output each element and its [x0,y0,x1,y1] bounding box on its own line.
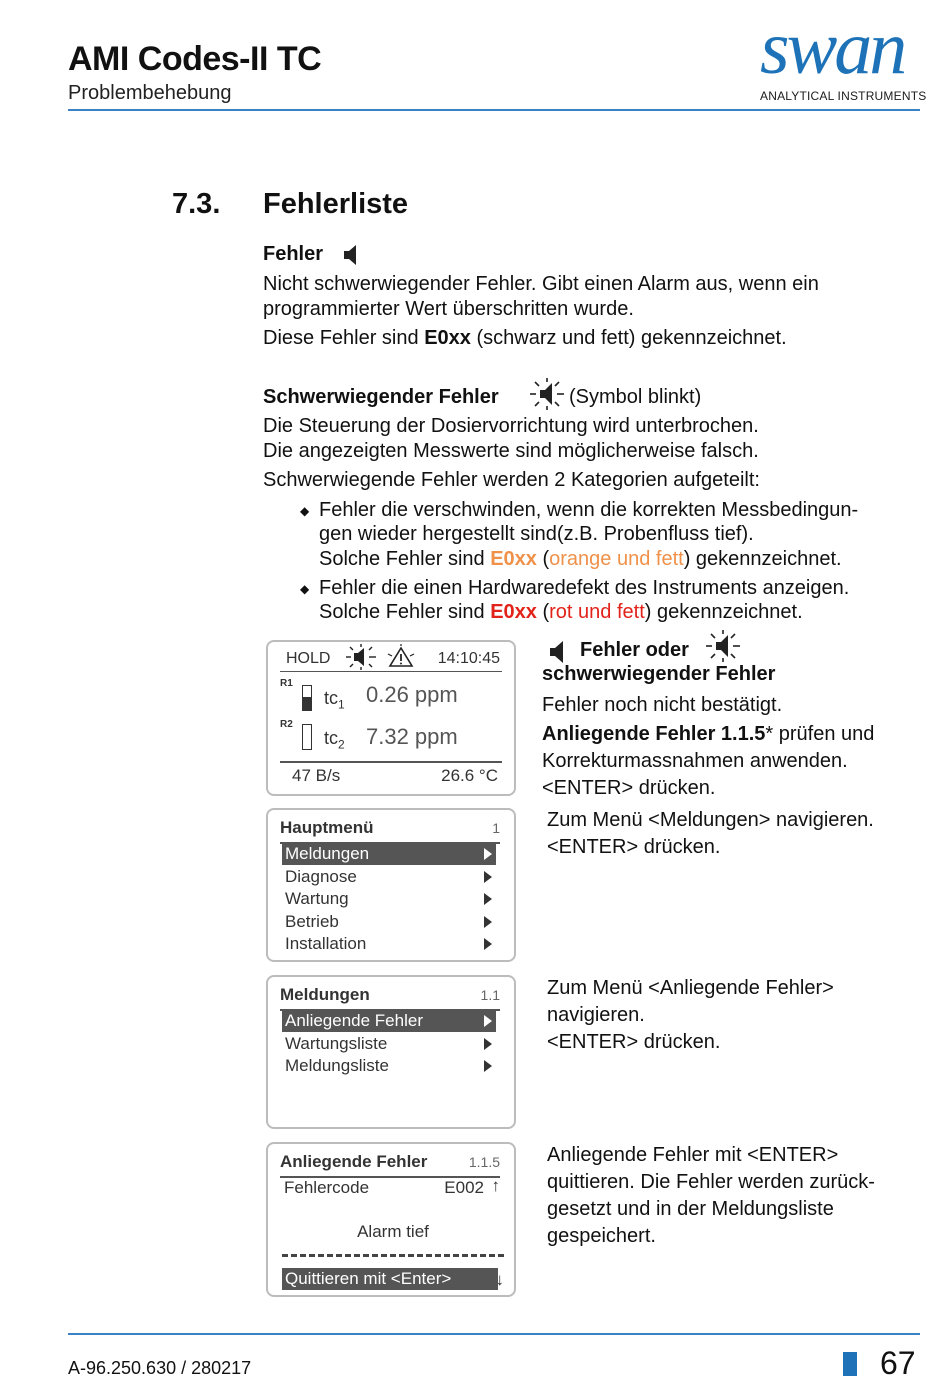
header-rule [68,109,920,111]
menu-item-diagnose[interactable]: Diagnose [282,866,496,888]
arrow-down-icon: ↓ [495,1270,504,1289]
alarm-message: Alarm tief [357,1222,429,1241]
error-code-label: Fehlercode [284,1178,370,1197]
bullet-diamond: ◆ [300,582,310,596]
step4-text-3: gesetzt und in der Meldungsliste [547,1198,834,1220]
relay-r2-label: R2 [280,719,293,730]
speaker-icon [342,244,360,266]
menu-header: Anliegende Fehler 1.1.5 [280,1152,500,1178]
channel2-label: $tc_2$ [324,728,345,752]
document-subtitle: Problembehebung [68,82,232,104]
dashed-separator [282,1254,504,1257]
schwer-text-3: Schwerwiegende Fehler werden 2 Kategorien aufgeteilt: [263,469,760,491]
bullet2-line1: Fehler die einen Hardwaredefekt des Instruments anzeigen. [319,577,850,599]
menu-item-betrieb[interactable]: Betrieb [282,911,496,933]
temperature-readout: 26.6 °C [441,766,498,785]
menu-item-anliegende-fehler[interactable]: Anliegende Fehler [282,1010,496,1032]
chevron-right-icon [484,1038,492,1050]
footer-rule [68,1333,920,1335]
channel2-value: 7.32 ppm [366,724,458,749]
channel1-level-bar [302,685,312,711]
step3-text-1: Zum Menü <Anliegende Fehler> [547,977,834,999]
menu-item-wartungsliste[interactable]: Wartungsliste [282,1033,496,1055]
document-title: AMI Codes-II TC [68,40,322,78]
brand-logo: swan [760,6,905,90]
fehler-text-1: Nicht schwerwiegender Fehler. Gibt einen Alarm aus, wenn ein [263,273,819,295]
lcd-anliegende-fehler-screen [266,1142,516,1297]
bullet1-line1: Fehler die verschwinden, wenn die korrekten Messbedingun- [319,499,859,521]
speaker-error-icon [346,644,376,670]
step1-text-1: Fehler noch nicht bestätigt. [542,694,783,716]
lcd-meldungen-screen [266,975,516,1129]
lcd-measurement-screen [266,640,516,796]
menu-header: Hauptmenü 1 [280,818,500,844]
channel1-value: 0.26 ppm [366,682,458,707]
arrow-up-icon: ↑ [491,1176,500,1195]
hold-indicator: HOLD [286,650,331,667]
bullet-diamond: ◆ [300,504,310,518]
chevron-right-icon [484,916,492,928]
channel1-level-fill [303,697,311,710]
chevron-right-icon [484,871,492,883]
channel1-label: $tc_1$ [324,688,345,712]
step1-heading-2: schwerwiegender Fehler [542,663,776,685]
step2-text-1: Zum Menü <Meldungen> navigieren. [547,809,874,831]
section-number: 7.3. [172,188,221,220]
chevron-right-icon [484,893,492,905]
flow-readout: 47 B/s [292,766,341,785]
channel2-level-bar [302,724,312,750]
relay-r1-label: R1 [280,678,293,689]
warning-triangle-icon [386,644,416,670]
schwer-text-2: Die angezeigten Messwerte sind möglicherweise falsch. [263,440,759,462]
chevron-right-icon [484,938,492,950]
step4-text-1: Anliegende Fehler mit <ENTER> [547,1144,839,1166]
speaker-blink-icon [530,378,564,410]
section-title: Fehlerliste [263,188,409,220]
menu-item-wartung[interactable]: Wartung [282,888,496,910]
fehler-text-3: Diese Fehler sind E0xx (schwarz und fett) gekennzeichnet. [263,327,787,349]
document-number: A-96.250.630 / 280217 [68,1358,252,1378]
chevron-right-icon [484,1060,492,1072]
fehler-text-2: programmierter Wert überschritten wurde. [263,298,634,320]
step1-text-4: <ENTER> drücken. [542,777,716,799]
fehler-heading: Fehler [263,243,324,265]
step3-text-3: <ENTER> drücken. [547,1031,721,1053]
screen-divider [280,761,502,763]
step4-text-4: gespeichert. [547,1225,656,1247]
speaker-blink-icon [706,630,740,662]
bullet1-line2: gen wieder hergestellt sind(z.B. Probenfluss tief). [319,523,754,545]
speaker-icon [548,640,568,664]
page-number: 67 [880,1345,916,1381]
chevron-right-icon [484,848,492,860]
schwer-heading-note: (Symbol blinkt) [569,386,702,408]
acknowledge-action[interactable]: Quittieren mit <Enter> [282,1268,498,1290]
schwer-text-1: Die Steuerung der Dosiervorrichtung wird unterbrochen. [263,415,759,437]
step2-text-2: <ENTER> drücken. [547,836,721,858]
step1-text-2: Anliegende Fehler 1.1.5* prüfen und [542,723,875,745]
schwer-heading-row: Schwerwiegender Fehler [263,386,499,408]
error-code-red: E0xx [490,601,537,623]
error-code-value: E002 [444,1178,484,1197]
step1-heading: Fehler oder [580,639,689,661]
bullet2-line2: Solche Fehler sind E0xx (rot und fett) gekennzeichnet. [319,601,803,623]
screen-divider [280,671,502,672]
bullet1-line3: Solche Fehler sind E0xx (orange und fett) gekennzeichnet. [319,548,842,570]
step4-text-2: quittieren. Die Fehler werden zurück- [547,1171,875,1193]
lcd-main-menu-screen [266,808,516,962]
step3-text-2: navigieren. [547,1004,645,1026]
menu-item-meldungsliste[interactable]: Meldungsliste [282,1055,496,1077]
error-code-black: E0xx [424,327,471,349]
chevron-right-icon [484,1015,492,1027]
menu-item-installation[interactable]: Installation [282,933,496,955]
step1-text-3: Korrekturmassnahmen anwenden. [542,750,848,772]
error-code-orange: E0xx [490,548,537,570]
menu-item-meldungen[interactable]: Meldungen [282,843,496,865]
menu-header: Meldungen 1.1 [280,985,500,1011]
page-marker [843,1352,857,1376]
brand-tagline: ANALYTICAL INSTRUMENTS [760,89,927,103]
clock: 14:10:45 [437,650,500,667]
